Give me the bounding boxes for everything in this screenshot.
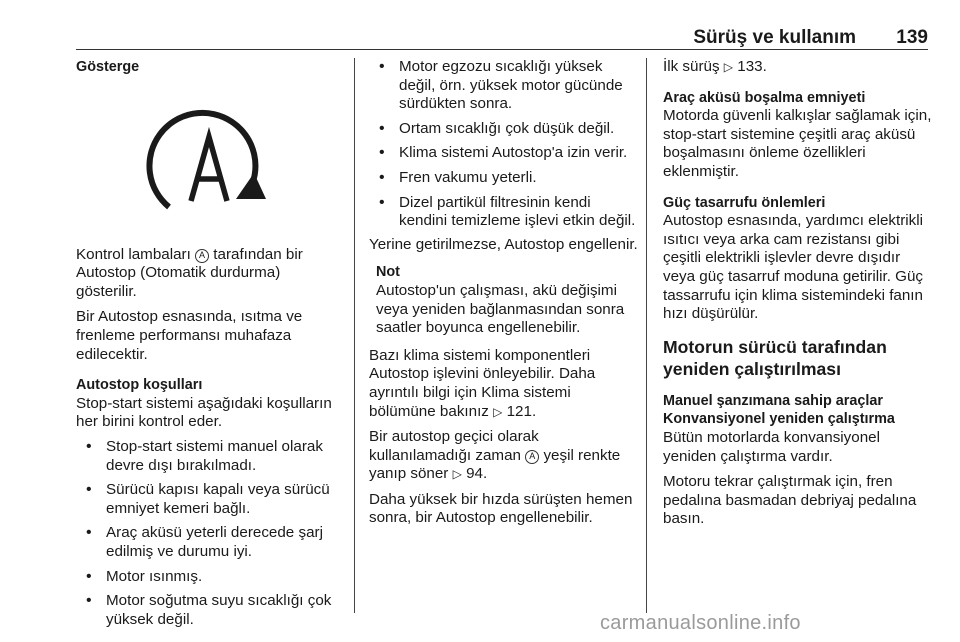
- list-item: • Sürücü kapısı kapalı veya sürücü emniyet kemeri bağlı.: [76, 481, 342, 518]
- triangle-right-arrow-icon: ▷: [493, 404, 503, 419]
- column-2: [369, 58, 639, 528]
- konvansiyonel-heading: Konvansiyonel yeniden çalıştırma: [663, 411, 895, 428]
- page-reference: 94.: [466, 465, 488, 483]
- list-item: • Stop-start sistemi manuel olarak devre dışı bırakılmadı.: [76, 438, 342, 475]
- paragraph: Yerine getirilmezse, Autostop engellenir.: [369, 235, 638, 253]
- gosterge-heading: Gösterge: [76, 59, 140, 75]
- watermark: carmanualsonline.info: [600, 612, 801, 634]
- page-header: [76, 24, 928, 48]
- restart-heading: Motorun sürücü tarafından yeniden çalıştırılması: [663, 336, 887, 379]
- page-reference: 133.: [737, 58, 767, 75]
- paragraph: [369, 428, 639, 484]
- list-item: • Araç aküsü yeterli derecede şarj edilmiş ve durumu iyi.: [76, 524, 342, 561]
- autostop-kosullari-heading: Autostop koşulları: [76, 377, 203, 394]
- manuel-sanziman-heading: Manuel şanzımana sahip araçlar: [663, 392, 883, 409]
- aku-bosalma-heading: Araç aküsü boşalma emniyeti: [663, 89, 866, 106]
- text: tarafından bir Autostop (Otomatik durdurma) gösterilir.: [76, 245, 303, 300]
- autostop-indicator-icon: A: [195, 249, 209, 263]
- list-item: • Motor egzozu sıcaklığı yüksek değil, örn. yüksek motor gücünde sürdükten sonra.: [369, 58, 639, 114]
- text: Bazı klima sistemi komponentleri Autostop işlevini önleyebilir. Daha ayrıntılı bilgi için Klima sistemi bölümüne bakınız: [369, 346, 596, 420]
- list-item: • Motor soğutma suyu sıcaklığı çok yüksek değil.: [76, 592, 342, 629]
- note-title: Not: [376, 264, 400, 281]
- conditions-list-continued: [369, 58, 639, 231]
- list-item: • Fren vakumu yeterli.: [369, 169, 639, 188]
- conditions-list: [76, 438, 342, 629]
- page-reference: 121.: [506, 402, 537, 420]
- paragraph: Motoru tekrar çalıştırmak için, fren pedalına basmadan debriyaj pedalına basın.: [663, 473, 917, 528]
- guc-tasarrufu-heading: Güç tasarrufu önlemleri: [663, 194, 826, 211]
- list-item: • Dizel partikül filtresinin kendi kendini temizleme işlevi etkin değil.: [369, 194, 639, 231]
- paragraph: Bütün motorlarda konvansiyonel yeniden çalıştırma vardır.: [663, 428, 880, 465]
- triangle-right-arrow-icon: ▷: [723, 60, 734, 74]
- note-body: Autostop'un çalışması, akü değişimi veya yeniden bağlanmasından sonra saatler boyunca engellenebilir.: [376, 281, 625, 337]
- list-item: • Klima sistemi Autostop'a izin verir.: [369, 144, 639, 163]
- section-title: Sürüş ve kullanım: [693, 27, 856, 48]
- list-item: • Motor ısınmış.: [76, 568, 342, 587]
- paragraph: Bir Autostop esnasında, ısıtma ve frenleme performansı muhafaza edilecektir.: [76, 308, 303, 363]
- triangle-right-arrow-icon: ▷: [452, 467, 462, 482]
- paragraph: Autostop esnasında, yardımcı elektrikli ısıtıcı veya arka cam rezistansı gibi çeşitli elektrikli işlevler devre dışıdır veya güç tasarruf moduna getirilir. Güç tassarrufu için klima sistemindeki fanın hızı düşürülür.: [663, 212, 923, 323]
- header-rule: [76, 49, 928, 50]
- list-item: • Ortam sıcaklığı çok düşük değil.: [369, 120, 639, 139]
- paragraph: Daha yüksek bir hızda sürüşten hemen sonra, bir Autostop engellenebilir.: [369, 490, 633, 527]
- text: yeşil renkte yanıp söner: [369, 446, 621, 483]
- paragraph: [663, 58, 933, 77]
- column-divider: [354, 58, 355, 613]
- page-number: 139: [896, 27, 928, 48]
- paragraph: [369, 347, 639, 421]
- column-divider: [646, 58, 647, 613]
- text: Bir autostop geçici olarak kullanılamadığı zaman: [369, 428, 539, 464]
- column-3: [663, 58, 933, 529]
- column-1: [76, 58, 342, 629]
- text: İlk sürüş: [663, 58, 720, 75]
- autostop-indicator-icon: A: [525, 450, 539, 464]
- text: Kontrol lambaları: [76, 245, 191, 263]
- autostop-indicator-icon: [76, 87, 342, 237]
- note-box: [369, 263, 639, 337]
- paragraph: Stop-start sistemi aşağıdaki koşulların her birini kontrol eder.: [76, 394, 332, 431]
- autostop-indicator-icon: [76, 87, 342, 237]
- paragraph: Motorda güvenli kalkışlar sağlamak için, stop-start sistemine çeşitli araç aküsü boşalmasını önleme özellikleri eklenmiştir.: [663, 107, 932, 180]
- paragraph: [76, 246, 342, 302]
